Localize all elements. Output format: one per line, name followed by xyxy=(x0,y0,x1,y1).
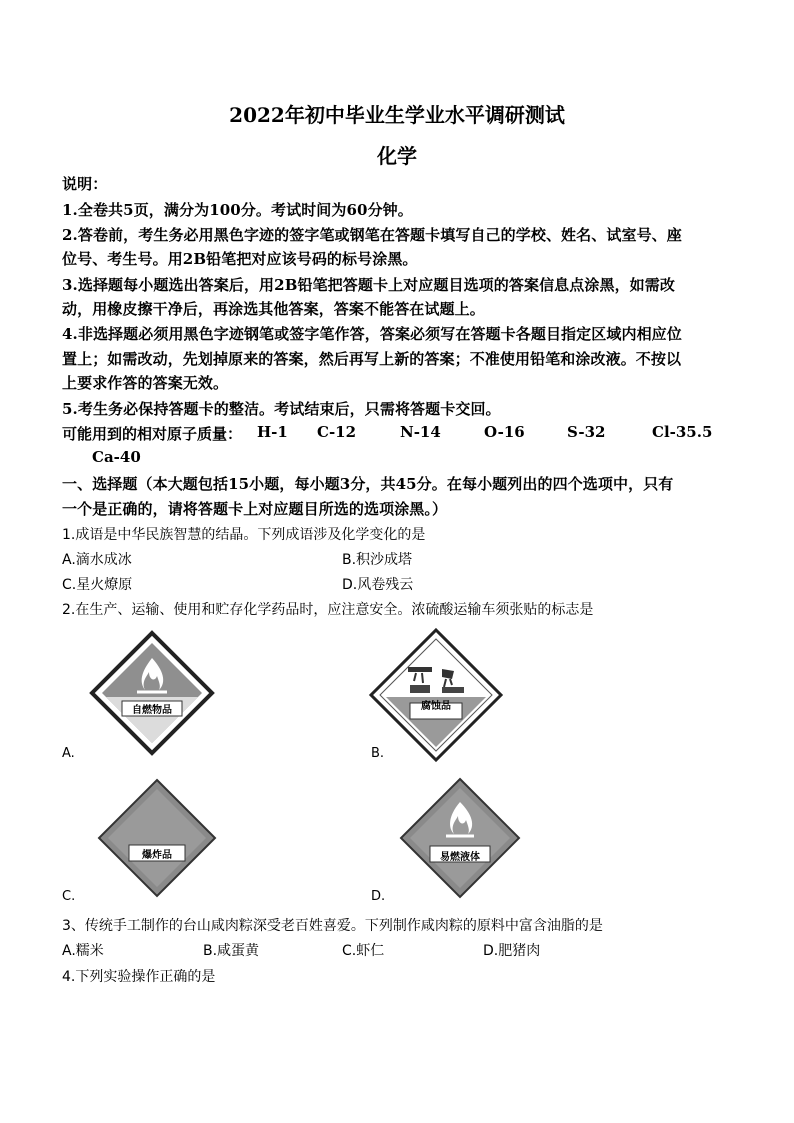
instruction-line: 4.非选择题必须用黑色字迹钢笔或签字笔作答，答案必须写在答题卡各题目指定区域内相应位 xyxy=(62,325,682,343)
q3-option-c: C.虾仁 xyxy=(342,943,385,959)
atomic-mass-item: C-12 xyxy=(317,423,357,441)
sign-label-a: 自燃物品 xyxy=(132,705,172,716)
atomic-mass-item: Ca-40 xyxy=(92,448,141,466)
section-heading: 一个是正确的，请将答题卡上对应题目所选的选项涂黑。） xyxy=(62,500,448,518)
q3-option-a: A.糯米 xyxy=(62,943,104,959)
atomic-mass-item: H-1 xyxy=(257,423,288,441)
explosive-sign-icon xyxy=(96,777,218,899)
instruction-line: 动，用橡皮擦干净后，再涂选其他答案，答案不能答在试题上。 xyxy=(62,300,485,318)
q1-option-c: C.星火燎原 xyxy=(62,577,133,593)
q2-option-d: D. xyxy=(371,889,386,904)
flammable-liquid-sign-icon xyxy=(398,776,522,900)
instruction-line: 置上；如需改动，先划掉原来的答案，然后再写上新的答案；不准使用铅笔和涂改液。不按以 xyxy=(62,350,682,368)
instruction-line: 2.答卷前，考生务必用黑色字迹的签字笔或钢笔在答题卡填写自己的学校、姓名、试室号、座 xyxy=(62,226,682,244)
q1-option-a: A.滴水成冰 xyxy=(62,552,132,568)
exam-title: 2022年初中毕业生学业水平调研测试 xyxy=(229,103,565,127)
atomic-mass-item: S-32 xyxy=(567,423,606,441)
q4-stem: 4.下列实验操作正确的是 xyxy=(62,969,216,985)
section-heading: 一、选择题（本大题包括15小题，每小题3分，共45分。在每小题列出的四个选项中，只有 xyxy=(62,475,674,493)
q1-option-b: B.积沙成塔 xyxy=(342,552,413,568)
atomic-mass-label: 可能用到的相对原子质量： xyxy=(62,425,243,443)
q3-stem: 3、传统手工制作的台山咸肉粽深受老百姓喜爱。下列制作咸肉粽的原料中富含油脂的是 xyxy=(62,918,603,934)
q3-option-d: D.肥猪肉 xyxy=(483,943,541,959)
atomic-mass-item: O-16 xyxy=(484,423,525,441)
atomic-mass-item: N-14 xyxy=(400,423,441,441)
instruction-line: 3.选择题每小题选出答案后，用2B铅笔把答题卡上对应题目选项的答案信息点涂黑，如需改 xyxy=(62,276,675,294)
q2-option-c: C. xyxy=(62,889,76,904)
sign-label-d: 易燃液体 xyxy=(440,852,480,863)
corrosive-sign-icon xyxy=(368,627,504,763)
instructions-heading: 说明： xyxy=(62,175,108,193)
q1-stem: 1.成语是中华民族智慧的结晶。下列成语涉及化学变化的是 xyxy=(62,527,426,543)
instruction-line: 上要求作答的答案无效。 xyxy=(62,374,229,392)
q2-option-a: A. xyxy=(62,746,75,761)
sign-label-b: 腐蚀品 xyxy=(421,701,451,712)
q2-option-b: B. xyxy=(371,746,385,761)
atomic-mass-item: Cl-35.5 xyxy=(652,423,713,441)
q2-stem: 2.在生产、运输、使用和贮存化学药品时，应注意安全。浓硫酸运输车须张贴的标志是 xyxy=(62,602,594,618)
instruction-line: 1.全卷共5页，满分为100分。考试时间为60分钟。 xyxy=(62,201,413,219)
q3-option-b: B.咸蛋黄 xyxy=(203,943,260,959)
instruction-line: 5.考生务必保持答题卡的整洁。考试结束后，只需将答题卡交回。 xyxy=(62,400,501,418)
instruction-line: 位号、考生号。用2B铅笔把对应该号码的标号涂黑。 xyxy=(62,250,418,268)
subject-title: 化学 xyxy=(377,144,417,168)
q1-option-d: D.风卷残云 xyxy=(342,577,414,593)
sign-label-c: 爆炸品 xyxy=(142,850,172,861)
flammable-solid-sign-icon xyxy=(89,630,215,756)
